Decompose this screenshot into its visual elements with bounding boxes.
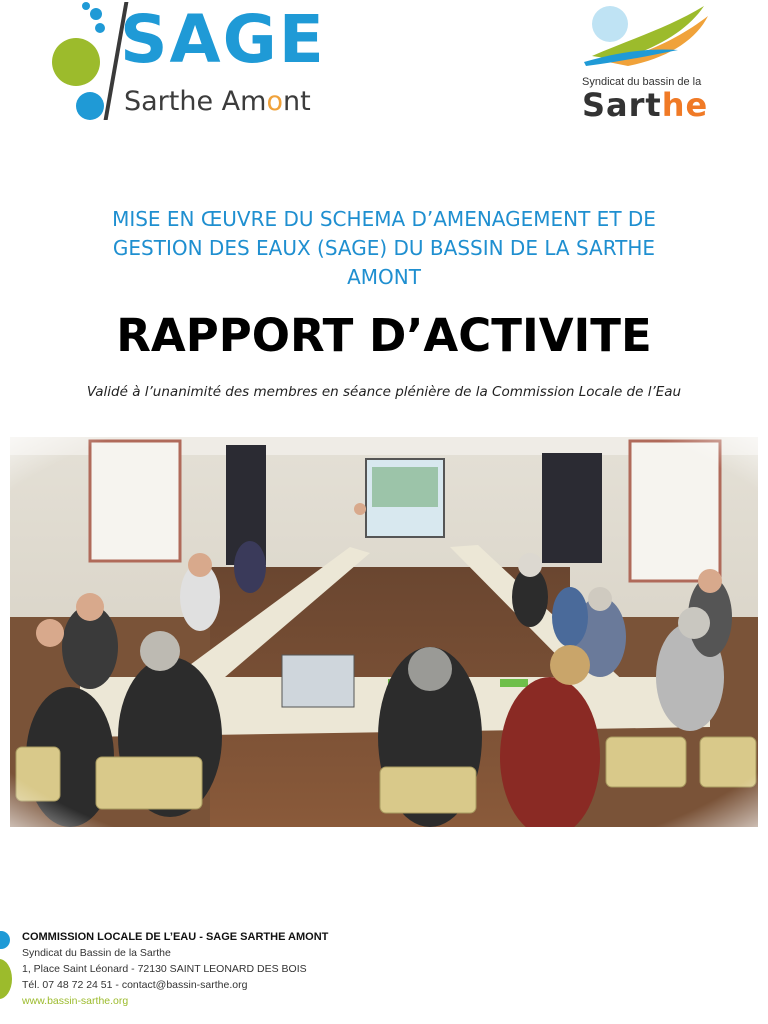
footer-contact-line: Tél. 07 48 72 24 51 - contact@bassin-sarthe.org	[22, 979, 248, 991]
meeting-photo-illustration	[10, 437, 758, 827]
document-title: RAPPORT D’ACTIVITE	[116, 309, 652, 362]
sage-logo-word: SAGE	[120, 1, 326, 78]
footer-contact	[0, 925, 400, 1015]
meeting-photo	[10, 437, 758, 827]
footer-address: 1, Place Saint Léonard - 72130 SAINT LEONARD DES BOIS	[22, 963, 307, 975]
subtitle-line: MISE EN ŒUVRE DU SCHEMA D’AMENAGEMENT ET DE	[112, 207, 656, 231]
footer-lines	[22, 929, 328, 1009]
footer-syndicat: Syndicat du Bassin de la Sarthe	[22, 947, 171, 959]
sage-logo-subtitle: Sarthe Amont	[124, 86, 311, 117]
syndicat-logo-swoosh	[578, 0, 718, 75]
footer-website-link[interactable]: www.bassin-sarthe.org	[22, 995, 129, 1007]
validation-note: Validé à l’unanimité des membres en séance plénière de la Commission Locale de l’Eau	[86, 384, 682, 400]
syndicat-logo-name: Sarthe	[582, 86, 709, 124]
sage-logo	[50, 0, 370, 130]
footer-dot-green	[0, 959, 12, 999]
syndicat-logo-caption: Syndicat du bassin de la	[582, 76, 702, 88]
syndicat-logo	[578, 0, 718, 130]
subtitle-line: AMONT	[347, 265, 421, 289]
document-subtitle	[60, 205, 708, 292]
sage-logo-dots	[50, 0, 130, 130]
footer-dot-blue	[0, 931, 10, 949]
footer-organisation: COMMISSION LOCALE DE L’EAU - SAGE SARTHE AMONT	[22, 931, 329, 943]
subtitle-line: GESTION DES EAUX (SAGE) DU BASSIN DE LA SARTHE	[112, 236, 656, 260]
